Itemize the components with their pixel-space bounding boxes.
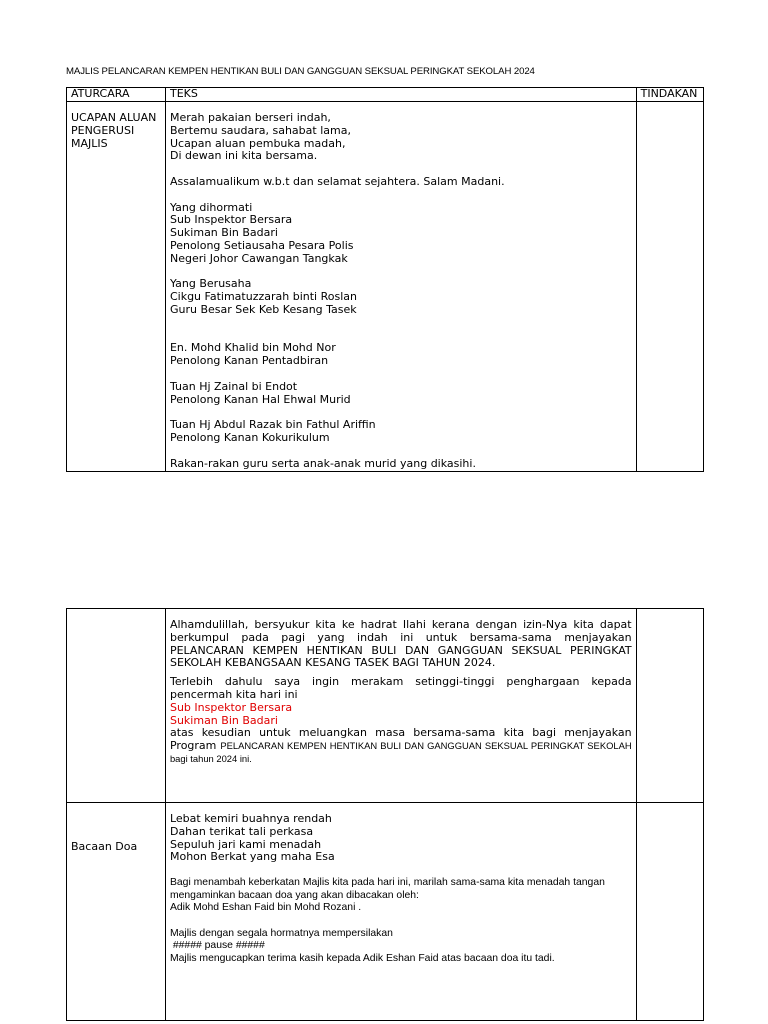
- mempersilakan-text: Majlis dengan segala hormatnya mempersilakan: [169, 927, 393, 939]
- dihormati-line: Penolong Setiausaha Pesara Polis: [169, 238, 354, 252]
- doa-invitation: Bagi menambah keberkatan Majlis kita pada hari ini, marilah sama-sama kita menadah tangan mengaminkan bacaan doa yang akan dibacakan oleh:: [169, 876, 605, 901]
- program-table-2: [66, 608, 704, 1021]
- appreciation-intro: Terlebih dahulu saya ingin merakam setinggi-tinggi penghargaan kepada pencermah kita hari ini: [169, 675, 632, 701]
- aturcara-line: UCAPAN ALUAN: [71, 111, 157, 124]
- pantun-line: Di dewan ini kita bersama.: [169, 149, 318, 163]
- berusaha-line: Cikgu Fatimatuzzarah binti Roslan: [169, 290, 357, 304]
- pk-pentadbiran-line: Penolong Kanan Pentadbiran: [169, 354, 329, 368]
- appreciation-tail: [170, 727, 632, 765]
- pause-marker: ##### pause #####: [169, 940, 265, 952]
- document-title: MAJLIS PELANCARAN KEMPEN HENTIKAN BULI DAN GANGGUAN SEKSUAL PERINGKAT SEKOLAH 2024: [66, 66, 535, 77]
- table-row: [67, 102, 704, 472]
- aturcara-cell: [67, 803, 166, 1021]
- doa-reader: Adik Mohd Eshan Faid bin Mohd Rozani .: [169, 902, 362, 914]
- teks-cell: [165, 803, 636, 1021]
- tindakan-cell: [636, 102, 703, 472]
- appreciation-tail-text: atas kesudian untuk meluangkan masa bersama-sama kita bagi menjayakan Program: [169, 726, 632, 753]
- table-header-row: [67, 88, 704, 102]
- pantun-line: Mohon Berkat yang maha Esa: [169, 850, 335, 864]
- program-table-1: [66, 87, 704, 472]
- teks-cell: [165, 609, 636, 803]
- opening-paragraph: Alhamdulillah, bersyukur kita ke hadrat Ilahi kerana dengan izin-Nya kita dapat berkumpul pada pagi yang indah ini untuk bersama-sama menjayakan PELANCARAN KEMPEN HENTIKAN BULI DAN GANGGUAN SEKSUAL PERINGKAT SEKOLAH KEBANGSAAN KESANG TASEK BAGI TAHUN 2024.: [169, 618, 632, 670]
- speaker-line: Sukiman Bin Badari: [169, 713, 278, 727]
- pk-pentadbiran-line: En. Mohd Khalid bin Mohd Nor: [169, 341, 336, 355]
- aturcara-cell: [67, 609, 166, 803]
- salam-text: Assalamualikum w.b.t dan selamat sejahtera. Salam Madani.: [169, 174, 505, 188]
- dihormati-line: Negeri Johor Cawangan Tangkak: [169, 251, 348, 265]
- pantun-line: Bertemu saudara, sahabat lama,: [169, 123, 351, 137]
- pk-koko-line: Penolong Kanan Kokurikulum: [169, 430, 330, 444]
- aturcara-line: MAJLIS: [71, 136, 108, 150]
- dihormati-line: Yang dihormati: [169, 200, 253, 214]
- pantun-line: Lebat kemiri buahnya rendah: [169, 812, 332, 825]
- aturcara-line: PENGERUSI: [71, 123, 135, 137]
- pk-hem-line: Penolong Kanan Hal Ehwal Murid: [169, 392, 351, 406]
- thanks-text: Majlis mengucapkan terima kasih kepada Adik Eshan Faid atas bacaan doa itu tadi.: [169, 952, 555, 964]
- pk-koko-line: Tuan Hj Abdul Razak bin Fathul Ariffin: [169, 418, 376, 432]
- teks-cell: [165, 102, 636, 472]
- berusaha-line: Yang Berusaha: [169, 277, 252, 291]
- program-name: PELANCARAN KEMPEN HENTIKAN BULI DAN GANGGUAN SEKSUAL PERINGKAT SEKOLAH bagi tahun 2024 ini.: [169, 740, 632, 764]
- aturcara-bacaan-doa: Bacaan Doa: [71, 840, 138, 853]
- pantun-line: Merah pakaian berseri indah,: [169, 111, 331, 124]
- pk-hem-line: Tuan Hj Zainal bi Endot: [169, 379, 298, 393]
- rakan-text: Rakan-rakan guru serta anak-anak murid yang dikasihi.: [169, 456, 476, 470]
- header-tindakan: TINDAKAN: [636, 88, 703, 102]
- dihormati-line: Sub Inspektor Bersara: [169, 213, 293, 227]
- table-row: [67, 609, 704, 803]
- dihormati-line: Sukiman Bin Badari: [169, 226, 278, 240]
- tindakan-cell: [636, 609, 703, 803]
- header-aturcara: ATURCARA: [67, 88, 166, 102]
- pantun-line: Sepuluh jari kami menadah: [169, 837, 322, 851]
- aturcara-cell: [67, 102, 166, 472]
- table-row: [67, 803, 704, 1021]
- tindakan-cell: [636, 803, 703, 1021]
- berusaha-line: Guru Besar Sek Keb Kesang Tasek: [169, 302, 357, 316]
- speaker-line: Sub Inspektor Bersara: [169, 700, 293, 714]
- header-teks: TEKS: [165, 88, 636, 102]
- pantun-line: Ucapan aluan pembuka madah,: [169, 136, 346, 150]
- pantun-line: Dahan terikat tali perkasa: [169, 824, 314, 838]
